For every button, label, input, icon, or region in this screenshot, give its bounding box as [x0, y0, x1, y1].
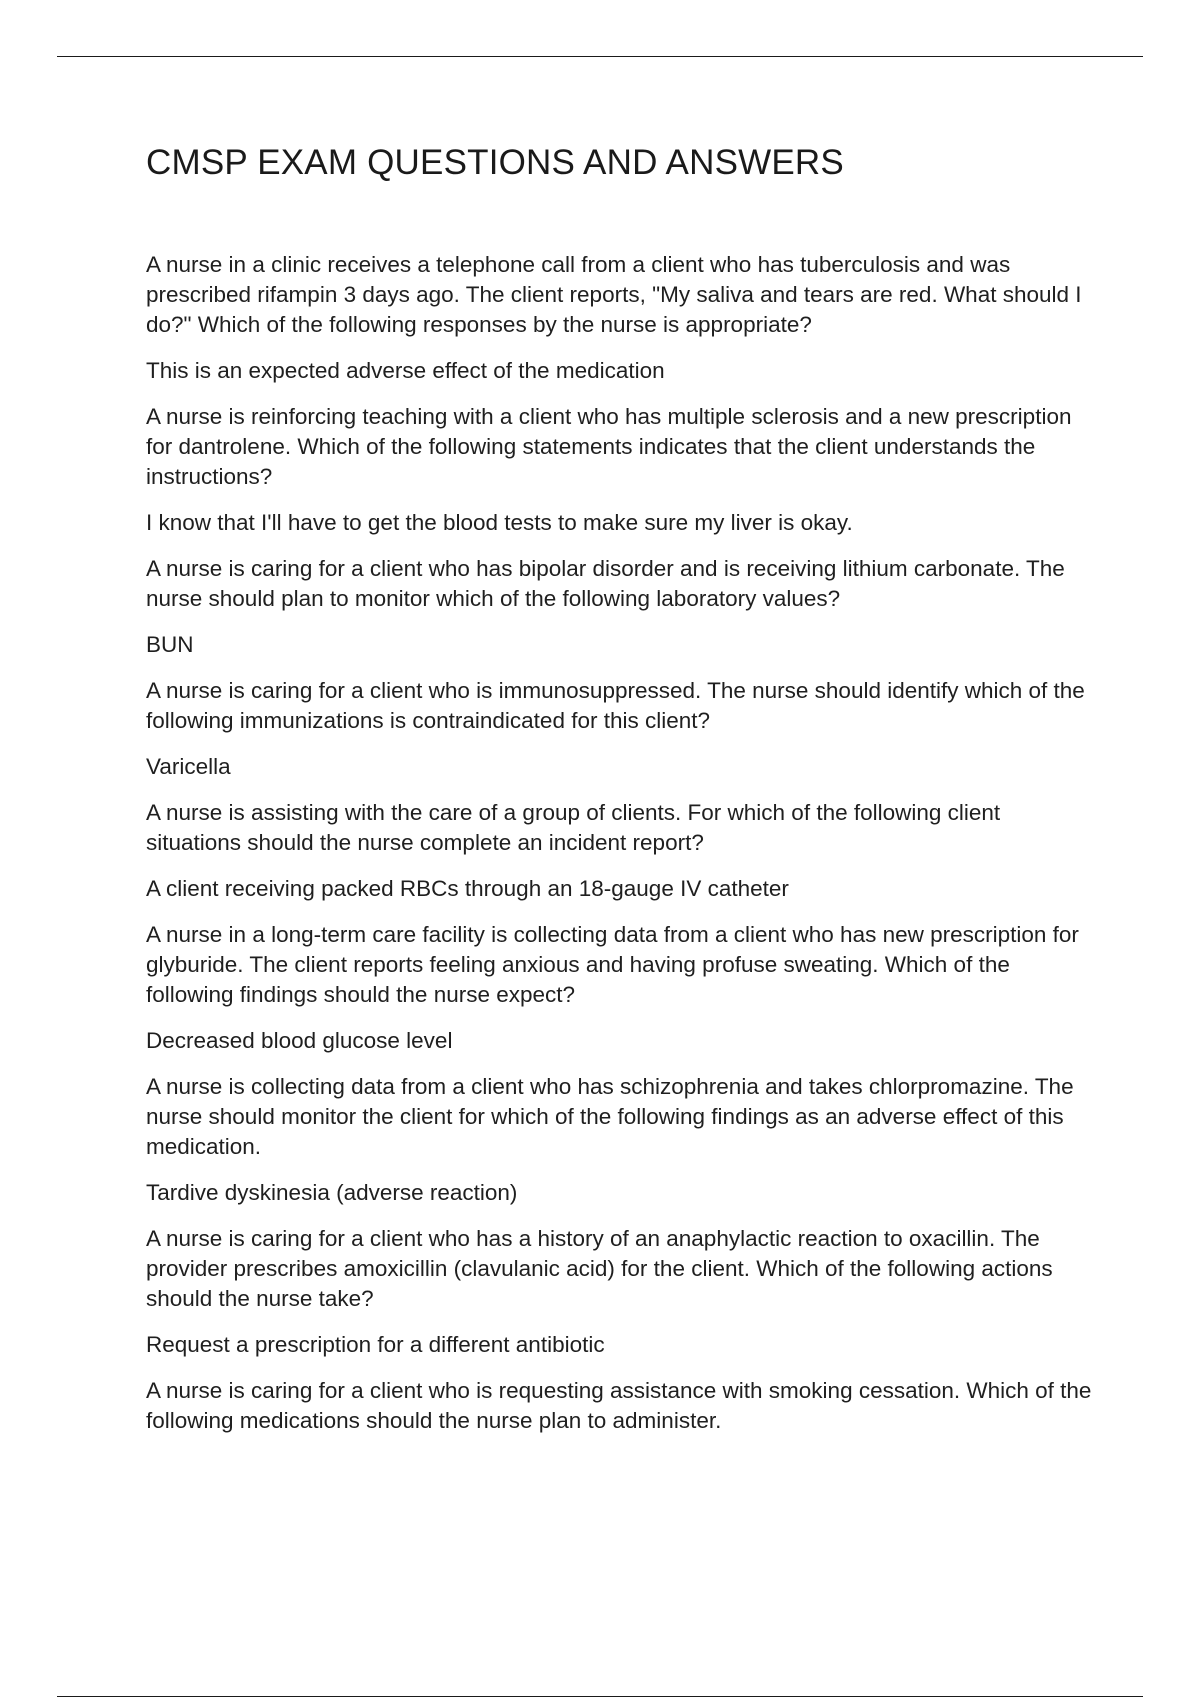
answer-2: I know that I'll have to get the blood tests to make sure my liver is okay. [146, 510, 853, 535]
answer-6: Decreased blood glucose level [146, 1028, 453, 1053]
question-8: A nurse is caring for a client who has a history of an anaphylactic reaction to oxacillin. The provider prescribes amoxicillin (clavulanic acid) for the client. Which of the following actions should the nurse take? [146, 1226, 1053, 1311]
document-title: CMSP EXAM QUESTIONS AND ANSWERS [146, 143, 844, 182]
question-9: A nurse is caring for a client who is requesting assistance with smoking cessation. Which of the following medications should the nurse plan to administer. [146, 1378, 1092, 1433]
question-5: A nurse is assisting with the care of a group of clients. For which of the following client situations should the nurse complete an incident report? [146, 800, 1001, 855]
answer-7: Tardive dyskinesia (adverse reaction) [146, 1180, 518, 1205]
answer-4: Varicella [146, 754, 231, 779]
bottom-rule [57, 1696, 1143, 1697]
answer-1: This is an expected adverse effect of the medication [146, 358, 665, 383]
qa-list [146, 250, 1096, 1436]
question-3: A nurse is caring for a client who has bipolar disorder and is receiving lithium carbonate. The nurse should plan to monitor which of the following laboratory values? [146, 556, 1065, 611]
top-rule [57, 56, 1143, 57]
question-1: A nurse in a clinic receives a telephone call from a client who has tuberculosis and was prescribed rifampin 3 days ago. The client reports, "My saliva and tears are red. What should I do?" Which of the following responses by the nurse is appropriate? [146, 252, 1082, 337]
answer-8: Request a prescription for a different antibiotic [146, 1332, 605, 1357]
document-body [146, 142, 1096, 1452]
answer-5: A client receiving packed RBCs through an 18-gauge IV catheter [146, 876, 789, 901]
answer-3: BUN [146, 632, 194, 657]
question-7: A nurse is collecting data from a client who has schizophrenia and takes chlorpromazine. The nurse should monitor the client for which of the following findings as an adverse effect of this medication. [146, 1074, 1074, 1159]
question-6: A nurse in a long-term care facility is collecting data from a client who has new prescription for glyburide. The client reports feeling anxious and having profuse sweating. Which of the following findings should the nurse expect? [146, 922, 1079, 1007]
question-2: A nurse is reinforcing teaching with a client who has multiple sclerosis and a new prescription for dantrolene. Which of the following statements indicates that the client understands the instructions? [146, 404, 1072, 489]
question-4: A nurse is caring for a client who is immunosuppressed. The nurse should identify which of the following immunizations is contraindicated for this client? [146, 678, 1085, 733]
